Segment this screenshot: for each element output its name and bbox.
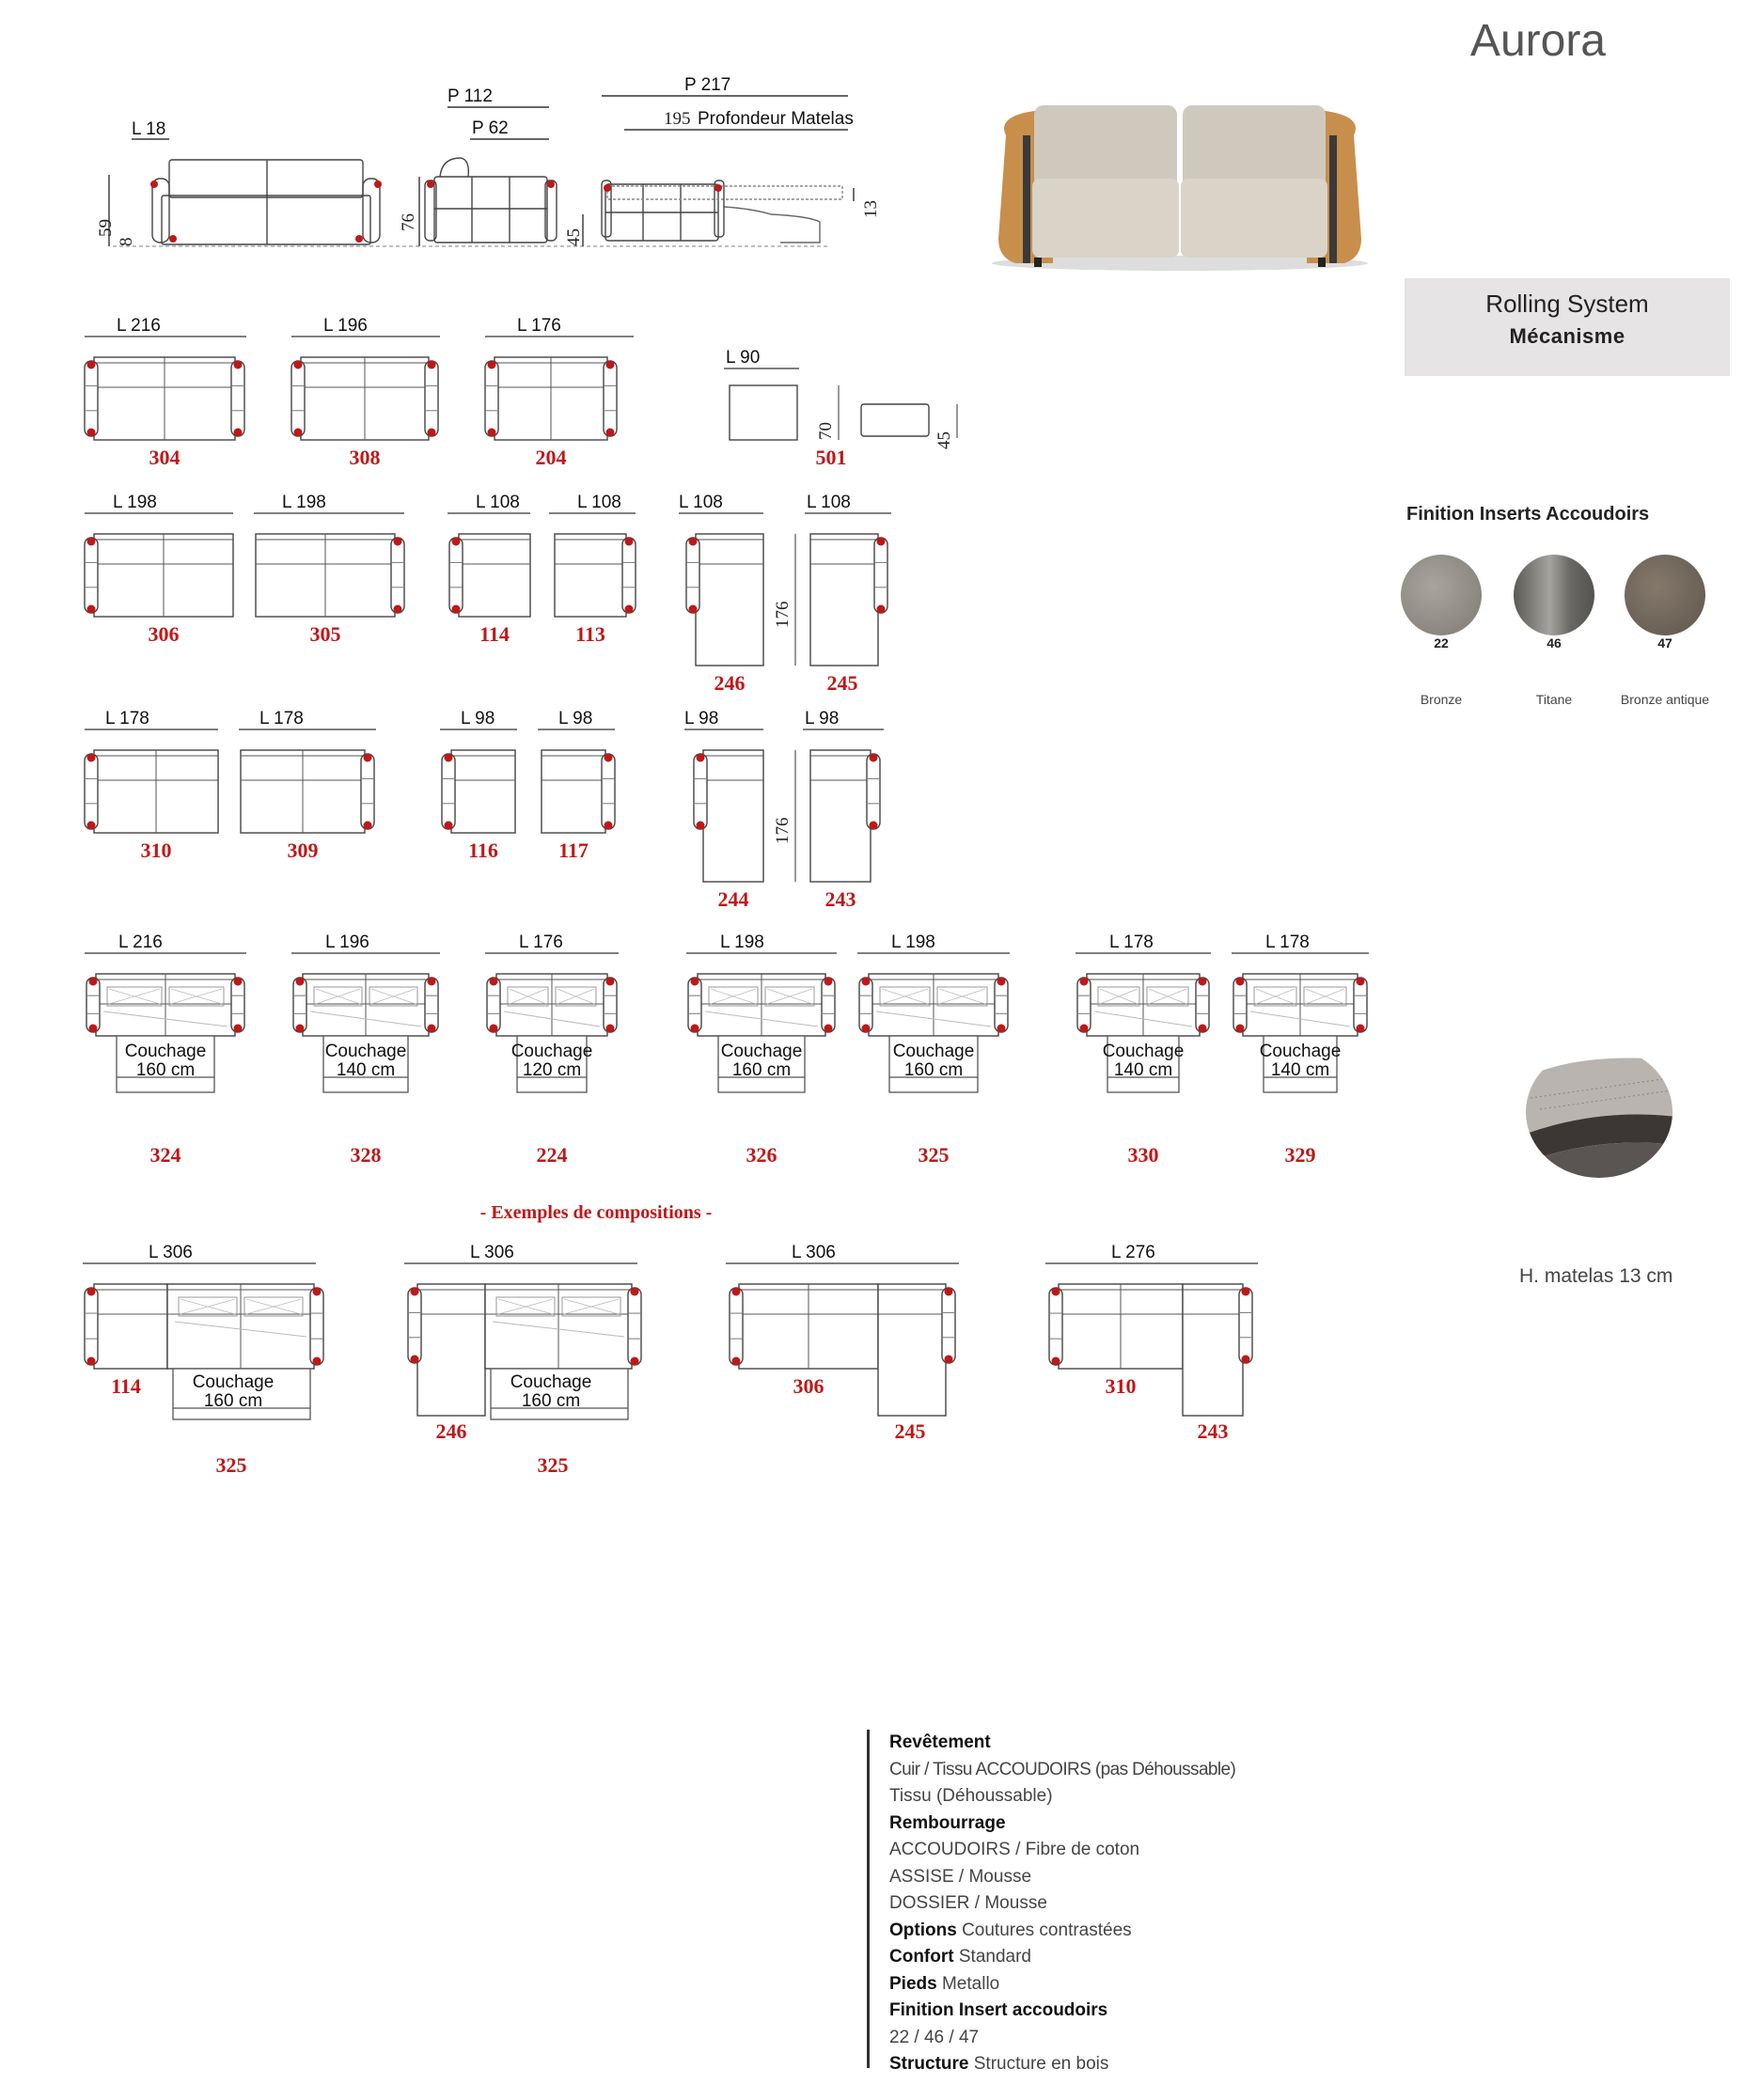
armrest-insert-marker <box>606 1025 615 1033</box>
swatch-22 <box>1401 555 1482 650</box>
armrest-insert-marker <box>1236 1025 1245 1033</box>
armrest-insert-marker <box>87 1357 96 1366</box>
armrest-insert-marker <box>870 822 878 830</box>
module-code: 310 <box>140 838 172 862</box>
module-code: 246 <box>435 1419 467 1443</box>
module-dim: L 196 <box>325 932 369 952</box>
couchage-label: Couchage <box>1102 1042 1185 1061</box>
couchage-size: 160 cm <box>731 1060 792 1080</box>
armrest-insert-marker <box>488 361 496 369</box>
module-dim: L 178 <box>259 709 304 729</box>
couchage-size: 140 cm <box>1113 1060 1173 1080</box>
spec-finition-h: Finition Insert accoudoirs <box>889 2000 1108 2020</box>
armrest-insert-marker <box>997 1025 1006 1033</box>
armrest-insert-marker <box>313 1357 322 1366</box>
module-dim: L 90 <box>726 348 761 368</box>
armrest-insert-marker <box>1052 1288 1060 1296</box>
specs-divider <box>867 1730 870 2068</box>
armrest-insert-marker <box>428 1025 436 1033</box>
armrest-insert-marker <box>689 605 698 614</box>
armrest-insert-marker <box>488 429 496 437</box>
module-code: 308 <box>349 446 381 469</box>
module-dim: L 306 <box>792 1243 836 1262</box>
spec-pieds-h: Pieds <box>889 1973 937 1994</box>
armrest-insert-marker <box>997 978 1006 986</box>
mechanism-name: Rolling System <box>1485 290 1649 318</box>
armrest-insert-marker <box>605 822 613 830</box>
swatch-47 <box>1625 555 1705 650</box>
module-code: 325 <box>215 1453 247 1477</box>
armrest-insert-marker <box>862 978 871 986</box>
spec-structure-h: Structure <box>889 2054 969 2074</box>
module-code: 224 <box>536 1143 568 1167</box>
spec-confort-v: Standard <box>958 1947 1031 1967</box>
armrest-insert-marker <box>691 978 699 986</box>
module-code: 245 <box>826 671 858 695</box>
couchage-label: Couchage <box>720 1042 803 1061</box>
module-dim: L 216 <box>117 316 161 336</box>
armrest-insert-marker <box>394 605 402 614</box>
armrest-insert-marker <box>1357 978 1365 986</box>
spec-finition-v: 22 / 46 / 47 <box>889 2027 980 2047</box>
swatch-num: 47 <box>1657 635 1672 650</box>
armrest-insert-marker <box>411 1288 419 1296</box>
swatch-circle <box>1625 555 1705 635</box>
armrest-insert-marker <box>732 1357 741 1366</box>
couchage-label: Couchage <box>124 1042 207 1061</box>
armrest-insert-marker <box>1080 978 1089 986</box>
mechanism-box <box>1405 278 1730 376</box>
module-dim: L 176 <box>519 932 563 952</box>
module-code: 244 <box>717 887 749 911</box>
module-code: 325 <box>537 1453 569 1477</box>
couchage-size: 160 cm <box>903 1060 964 1080</box>
module-dim: L 178 <box>1265 932 1310 952</box>
module-code: 246 <box>714 671 746 695</box>
module-dim: L 198 <box>282 493 326 512</box>
front-dim: L 18 <box>132 119 166 139</box>
armrest-insert-marker <box>394 538 402 546</box>
module-code: 116 <box>468 838 498 862</box>
mattress-photo <box>1521 1042 1677 1183</box>
swatch-num: 46 <box>1547 635 1562 650</box>
armrest-insert-marker <box>732 1288 741 1296</box>
module-code: 310 <box>1105 1374 1137 1398</box>
module-dim: L 108 <box>577 493 621 512</box>
module-dim: L 198 <box>113 493 157 512</box>
module-code: 326 <box>746 1143 777 1167</box>
armrest-insert-marker <box>490 978 498 986</box>
module-dim: L 198 <box>720 932 764 952</box>
armrest-insert-marker <box>490 1025 498 1033</box>
sofa-photo <box>978 98 1382 273</box>
armrest-insert-marker <box>87 538 96 546</box>
armrest-insert-marker <box>294 361 303 369</box>
module-code: 329 <box>1284 1143 1316 1167</box>
module-dim: L 108 <box>476 493 520 512</box>
armrest-insert-marker <box>364 754 372 762</box>
armrest-insert-marker <box>428 429 436 437</box>
module-code: 330 <box>1127 1143 1159 1167</box>
module-grid <box>83 316 1369 1477</box>
compositions-title: - Exemples de compositions - <box>479 1202 713 1223</box>
module-code: 114 <box>111 1374 141 1398</box>
mechanism-label: Mécanisme <box>1509 324 1625 348</box>
armrest-insert-marker <box>1199 1025 1207 1033</box>
armrest-insert-marker <box>87 429 96 437</box>
swatch-circle <box>1401 555 1482 635</box>
armrest-insert-marker <box>697 822 705 830</box>
module-dim: L 98 <box>558 709 593 729</box>
armrest-insert-marker <box>452 538 461 546</box>
module-code: 324 <box>149 1143 181 1167</box>
armrest-insert-marker <box>445 754 453 762</box>
armrest-insert-marker <box>234 1025 243 1033</box>
armrest-insert-marker <box>296 978 305 986</box>
armrest-insert-marker <box>234 429 243 437</box>
finish-title: Finition Inserts Accoudoirs <box>1406 504 1650 525</box>
module-code: 243 <box>1197 1419 1229 1443</box>
armrest-insert-marker <box>689 538 698 546</box>
armrest-insert-marker <box>1236 978 1245 986</box>
swatch-name-46: Titane <box>1535 692 1573 707</box>
module-code: 501 <box>815 446 847 469</box>
armrest-insert-marker <box>605 754 613 762</box>
swatch-num: 22 <box>1434 635 1449 650</box>
pouf-h2: 45 <box>934 431 954 449</box>
couchage-label: Couchage <box>892 1042 975 1061</box>
armrest-insert-marker <box>428 361 436 369</box>
module-code: 328 <box>350 1143 382 1167</box>
spec-structure-v: Structure en bois <box>973 2054 1109 2074</box>
spec-pieds-v: Metallo <box>941 1973 1000 1994</box>
module-dim: L 216 <box>118 932 163 952</box>
module-dim: L 98 <box>805 709 840 729</box>
module-dim: L 98 <box>461 709 495 729</box>
armrest-insert-marker <box>862 1025 871 1033</box>
couchage-label: Couchage <box>324 1042 407 1061</box>
couchage-size: 140 cm <box>336 1060 396 1080</box>
bed-h-mattress: 13 <box>861 200 881 218</box>
couchage-label: Couchage <box>510 1372 592 1392</box>
module-code: 305 <box>309 622 341 646</box>
specs-block <box>889 1730 1235 2078</box>
module-code: 304 <box>149 446 181 469</box>
module-code: 245 <box>894 1419 926 1443</box>
side-h-seat: 45 <box>564 228 584 246</box>
module-dim: L 276 <box>1111 1243 1155 1262</box>
armrest-insert-marker <box>294 429 303 437</box>
couchage-size: 160 cm <box>521 1391 581 1411</box>
armrest-insert-marker <box>445 822 453 830</box>
armrest-insert-marker <box>877 538 886 546</box>
bed-dim-mattress-label: Profondeur Matelas <box>698 109 854 129</box>
armrest-insert-marker <box>364 822 372 830</box>
armrest-insert-marker <box>1242 1288 1250 1296</box>
module-code: 204 <box>535 446 567 469</box>
armrest-insert-marker <box>945 1288 953 1296</box>
module-code: 306 <box>793 1374 824 1398</box>
module-code: 309 <box>287 838 319 862</box>
spec-rembourrage-h: Rembourrage <box>889 1812 1006 1833</box>
module-dim: L 178 <box>1109 932 1154 952</box>
spec-rembourrage-2: ASSISE / Mousse <box>889 1866 1032 1887</box>
spec-options-h: Options <box>889 1920 957 1940</box>
side-h: 76 <box>399 213 418 231</box>
armrest-insert-marker <box>625 538 634 546</box>
chaise-depth: 176 <box>773 601 793 628</box>
swatch-name-22: Bronze <box>1420 692 1463 707</box>
swatch-46 <box>1514 555 1594 650</box>
swatch-circle <box>1514 555 1594 635</box>
couchage-size: 160 cm <box>203 1391 263 1411</box>
armrest-insert-marker <box>870 754 878 762</box>
couchage-size: 120 cm <box>522 1060 582 1080</box>
armrest-insert-marker <box>87 361 96 369</box>
module-code: 113 <box>575 622 605 646</box>
armrest-insert-marker <box>87 754 96 762</box>
armrest-insert-marker <box>1357 1025 1365 1033</box>
armrest-insert-marker <box>691 1025 699 1033</box>
armrest-insert-marker <box>411 1356 419 1364</box>
armrest-insert-marker <box>631 1357 639 1366</box>
armrest-insert-marker <box>1052 1357 1060 1366</box>
armrest-insert-marker <box>1199 978 1207 986</box>
armrest-insert-marker <box>824 1025 833 1033</box>
couchage-size: 160 cm <box>135 1060 196 1080</box>
module-code: 114 <box>479 622 510 646</box>
spec-revetement-2: Tissu (Déhoussable) <box>889 1786 1053 1806</box>
side-dim-p1: P 112 <box>448 86 493 106</box>
armrest-insert-marker <box>452 605 461 614</box>
front-h2: 8 <box>117 237 136 246</box>
spec-revetement-1: Cuir / Tissu ACCOUDOIRS (pas Déhoussable) <box>889 1759 1236 1779</box>
front-view <box>109 139 827 246</box>
spec-revetement-h: Revêtement <box>889 1732 991 1752</box>
spec-confort-h: Confort <box>889 1947 954 1967</box>
armrest-insert-marker <box>877 605 886 614</box>
armrest-insert-marker <box>87 605 96 614</box>
armrest-insert-marker <box>87 822 96 830</box>
module-code: 306 <box>148 622 180 646</box>
armrest-insert-marker <box>945 1356 953 1364</box>
module-dim: L 306 <box>149 1243 193 1262</box>
armrest-insert-marker <box>234 361 243 369</box>
bed-dim-mattress: 195 <box>664 109 691 129</box>
module-dim: L 108 <box>807 493 851 512</box>
swatch-name-47: Bronze antique <box>1620 692 1710 707</box>
armrest-insert-marker <box>606 361 615 369</box>
armrest-insert-marker <box>89 1025 98 1033</box>
couchage-size: 140 cm <box>1270 1060 1330 1080</box>
armrest-insert-marker <box>631 1288 639 1296</box>
couchage-label: Couchage <box>510 1042 593 1061</box>
armrest-insert-marker <box>606 429 615 437</box>
side-dim-p2: P 62 <box>472 118 509 138</box>
module-code: 243 <box>824 887 856 911</box>
chaise-depth: 176 <box>773 817 793 844</box>
bed-dim-p: P 217 <box>684 75 731 95</box>
spec-rembourrage-1: ACCOUDOIRS / Fibre de coton <box>889 1840 1140 1859</box>
armrest-insert-marker <box>1242 1356 1250 1364</box>
couchage-label: Couchage <box>1259 1042 1342 1061</box>
product-title: Aurora <box>1469 16 1606 66</box>
armrest-insert-marker <box>824 978 833 986</box>
armrest-insert-marker <box>625 605 634 614</box>
module-dim: L 306 <box>470 1243 514 1262</box>
spec-options-v: Coutures contrastées <box>962 1920 1132 1940</box>
module-dim: L 98 <box>684 709 719 729</box>
armrest-insert-marker <box>89 978 98 986</box>
armrest-insert-marker <box>313 1288 322 1296</box>
mattress-height: H. matelas 13 cm <box>1519 1265 1673 1287</box>
module-dim: L 196 <box>323 316 368 336</box>
armrest-insert-marker <box>697 754 705 762</box>
armrest-insert-marker <box>1080 1025 1089 1033</box>
module-code: 325 <box>918 1143 950 1167</box>
armrest-insert-marker <box>87 1288 96 1296</box>
module-dim: L 108 <box>679 493 723 512</box>
pouf-h1: 70 <box>816 422 836 440</box>
couchage-label: Couchage <box>192 1372 275 1392</box>
front-h1: 59 <box>96 219 116 237</box>
module-dim: L 176 <box>517 316 561 336</box>
armrest-insert-marker <box>606 978 615 986</box>
armrest-insert-marker <box>428 978 436 986</box>
spec-rembourrage-3: DOSSIER / Mousse <box>889 1893 1047 1913</box>
module-dim: L 198 <box>891 932 935 952</box>
armrest-insert-marker <box>296 1025 305 1033</box>
armrest-insert-marker <box>234 978 243 986</box>
module-dim: L 178 <box>105 709 149 729</box>
module-code: 117 <box>558 838 589 862</box>
